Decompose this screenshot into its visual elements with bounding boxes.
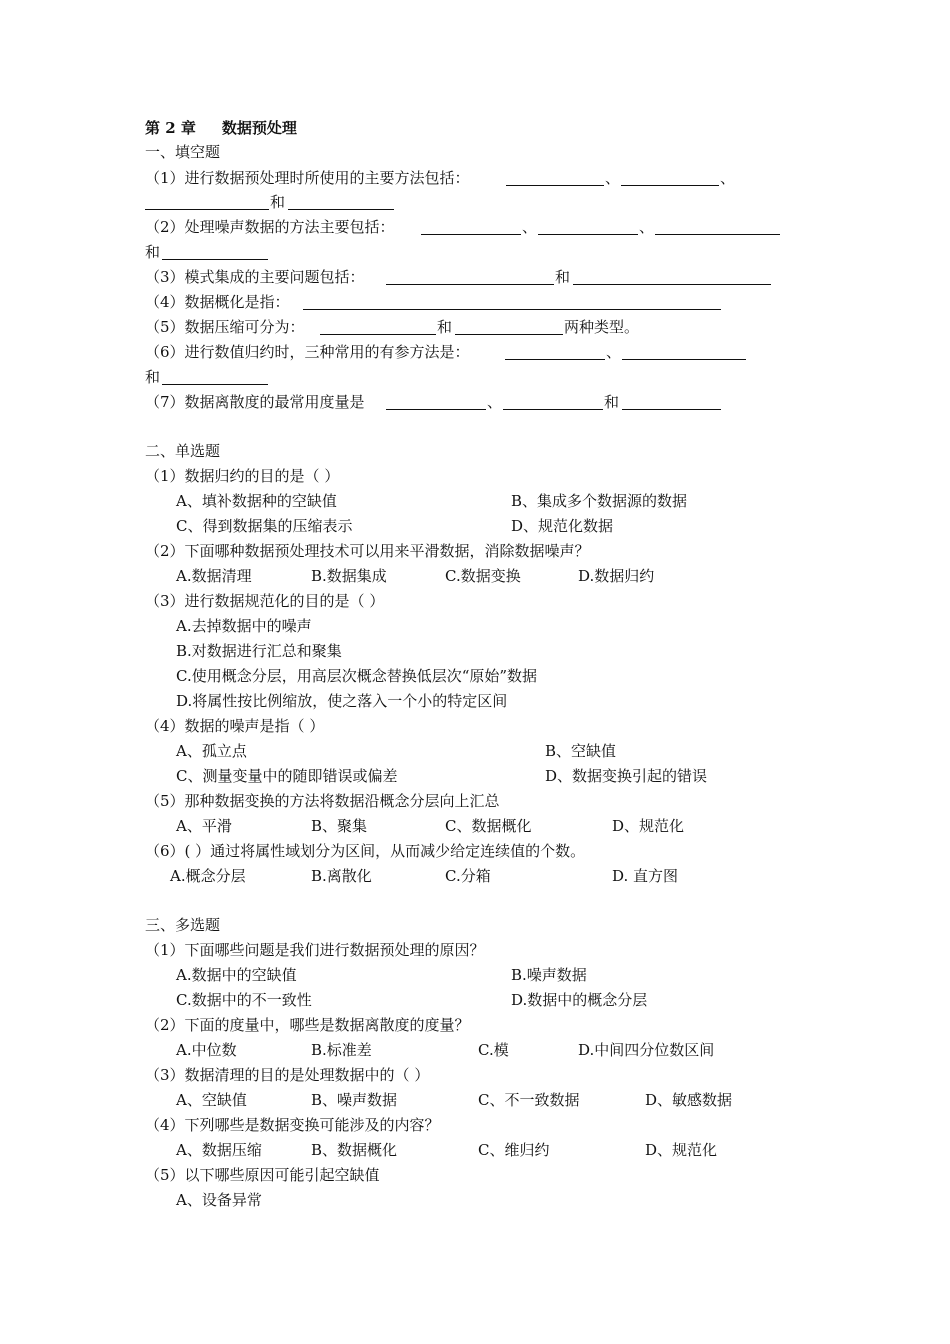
s1-q2-sep2: 、 xyxy=(639,218,655,236)
section2-heading: 二、单选题 xyxy=(145,442,221,460)
s2-q4-text: （4）数据的噪声是指（ ） xyxy=(145,717,325,735)
s2-q4-option-b: B、空缺值 xyxy=(545,742,617,760)
s1-q6-sep1: 、 xyxy=(606,343,622,361)
s1-q5-blank-2 xyxy=(455,334,563,335)
s3-q4-option-d: D、规范化 xyxy=(645,1141,718,1159)
s2-q6-option-a: A.概念分层 xyxy=(170,867,246,885)
s3-q2-text: （2）下面的度量中，哪些是数据离散度的度量？ xyxy=(145,1016,470,1034)
s2-q4-option-a: A、孤立点 xyxy=(176,742,247,760)
s1-q1-and: 和 xyxy=(270,193,286,211)
s1-q7-text: （7）数据离散度的最常用度量是 xyxy=(145,393,365,411)
s3-q1-text: （1）下面哪些问题是我们进行数据预处理的原因？ xyxy=(145,941,485,959)
s2-q3-text: （3）进行数据规范化的目的是（ ） xyxy=(145,592,385,610)
s2-q3-option-c: C.使用概念分层，用高层次概念替换低层次“原始”数据 xyxy=(176,667,538,685)
s2-q2-option-d: D.数据归约 xyxy=(578,567,655,585)
s2-q5-option-c: C、数据概化 xyxy=(445,817,532,835)
s1-q3-blank-1 xyxy=(386,284,554,285)
s1-q5-blank-1 xyxy=(320,334,436,335)
s3-q2-option-b: B.标准差 xyxy=(311,1041,372,1059)
s1-q1-text: （1）进行数据预处理时所使用的主要方法包括： xyxy=(145,169,470,187)
s2-q6-option-d: D. 直方图 xyxy=(612,867,679,885)
s1-q6-text: （6）进行数值归约时，三种常用的有参方法是： xyxy=(145,343,470,361)
s1-q2-blank-1 xyxy=(421,234,521,235)
s1-q6-blank-3 xyxy=(162,384,268,385)
s2-q6-option-b: B.离散化 xyxy=(311,867,372,885)
s1-q6-blank-2 xyxy=(622,359,746,360)
s2-q5-option-a: A、平滑 xyxy=(176,817,232,835)
s3-q2-option-a: A.中位数 xyxy=(176,1041,237,1059)
s2-q1-option-d: D、规范化数据 xyxy=(511,517,614,535)
s1-q2-blank-4 xyxy=(162,259,268,260)
s2-q1-option-a: A、填补数据种的空缺值 xyxy=(176,492,337,510)
s2-q2-text: （2）下面哪种数据预处理技术可以用来平滑数据，消除数据噪声？ xyxy=(145,542,590,560)
s3-q2-option-c: C.模 xyxy=(478,1041,509,1059)
s2-q2-option-a: A.数据清理 xyxy=(176,567,252,585)
s1-q6-blank-1 xyxy=(505,359,605,360)
s1-q1-blank-2 xyxy=(621,185,719,186)
s2-q5-option-d: D、规范化 xyxy=(612,817,685,835)
s1-q4-blank xyxy=(303,309,721,310)
chapter-number: 第 2 章 xyxy=(145,119,196,137)
s2-q5-option-b: B、聚集 xyxy=(311,817,368,835)
chapter-name: 数据预处理 xyxy=(221,119,297,137)
s3-q4-text: （4）下列哪些是数据变换可能涉及的内容？ xyxy=(145,1116,440,1134)
s1-q2-sep1: 、 xyxy=(522,218,538,236)
s3-q4-option-a: A、数据压缩 xyxy=(176,1141,262,1159)
s3-q2-option-d: D.中间四分位数区间 xyxy=(578,1041,715,1059)
s2-q4-option-c: C、测量变量中的随即错误或偏差 xyxy=(176,767,398,785)
s1-q7-sep1: 、 xyxy=(487,393,503,411)
s1-q1-sep2: 、 xyxy=(720,169,736,187)
s3-q5-option-a: A、设备异常 xyxy=(176,1191,262,1209)
s3-q3-option-c: C、不一致数据 xyxy=(478,1091,580,1109)
s2-q5-text: （5）那种数据变换的方法将数据沿概念分层向上汇总 xyxy=(145,792,500,810)
s3-q3-option-b: B、噪声数据 xyxy=(311,1091,398,1109)
s1-q5-and: 和 xyxy=(437,318,453,336)
s1-q1-blank-4 xyxy=(288,209,394,210)
s1-q2-text: （2）处理噪声数据的方法主要包括： xyxy=(145,218,395,236)
s2-q2-option-b: B.数据集成 xyxy=(311,567,387,585)
s3-q3-option-a: A、空缺值 xyxy=(176,1091,247,1109)
s2-q1-option-b: B、集成多个数据源的数据 xyxy=(511,492,688,510)
s3-q4-option-c: C、维归约 xyxy=(478,1141,550,1159)
s1-q3-text: （3）模式集成的主要问题包括： xyxy=(145,268,365,286)
s1-q7-blank-1 xyxy=(386,409,486,410)
s1-q2-blank-2 xyxy=(538,234,638,235)
section1-heading: 一、填空题 xyxy=(145,143,221,161)
section3-heading: 三、多选题 xyxy=(145,916,221,934)
s1-q3-blank-2 xyxy=(573,284,771,285)
chapter-title xyxy=(145,118,297,138)
s3-q1-option-c: C.数据中的不一致性 xyxy=(176,991,312,1009)
s3-q1-option-a: A.数据中的空缺值 xyxy=(176,966,297,984)
s1-q1-blank-3 xyxy=(145,209,269,210)
s1-q5-tail: 两种类型。 xyxy=(564,318,640,336)
s2-q4-option-d: D、数据变换引起的错误 xyxy=(545,767,708,785)
s1-q5-text: （5）数据压缩可分为： xyxy=(145,318,305,336)
s3-q5-text: （5）以下哪些原因可能引起空缺值 xyxy=(145,1166,380,1184)
s1-q4-text: （4）数据概化是指： xyxy=(145,293,290,311)
s2-q3-option-a: A.去掉数据中的噪声 xyxy=(176,617,312,635)
s2-q3-option-d: D.将属性按比例缩放，使之落入一个小的特定区间 xyxy=(176,692,508,710)
s3-q1-option-d: D.数据中的概念分层 xyxy=(511,991,648,1009)
s2-q3-option-b: B.对数据进行汇总和聚集 xyxy=(176,642,342,660)
s3-q1-option-b: B.噪声数据 xyxy=(511,966,587,984)
s2-q1-option-c: C、得到数据集的压缩表示 xyxy=(176,517,353,535)
s3-q3-text: （3）数据清理的目的是处理数据中的（ ） xyxy=(145,1066,430,1084)
s1-q7-blank-3 xyxy=(622,409,721,410)
s1-q7-blank-2 xyxy=(503,409,603,410)
s1-q7-and: 和 xyxy=(604,393,620,411)
s1-q1-blank-1 xyxy=(506,185,604,186)
s1-q3-and: 和 xyxy=(555,268,571,286)
s2-q1-text: （1）数据归约的目的是（ ） xyxy=(145,467,340,485)
s1-q6-and: 和 xyxy=(145,368,161,386)
s1-q2-and: 和 xyxy=(145,243,161,261)
s3-q4-option-b: B、数据概化 xyxy=(311,1141,398,1159)
s3-q3-option-d: D、敏感数据 xyxy=(645,1091,733,1109)
s1-q1-sep1: 、 xyxy=(605,169,621,187)
s2-q6-option-c: C.分箱 xyxy=(445,867,491,885)
s2-q2-option-c: C.数据变换 xyxy=(445,567,521,585)
s2-q6-text: （6）( ）通过将属性域划分为区间，从而减少给定连续值的个数。 xyxy=(145,842,586,860)
s1-q2-blank-3 xyxy=(655,234,780,235)
